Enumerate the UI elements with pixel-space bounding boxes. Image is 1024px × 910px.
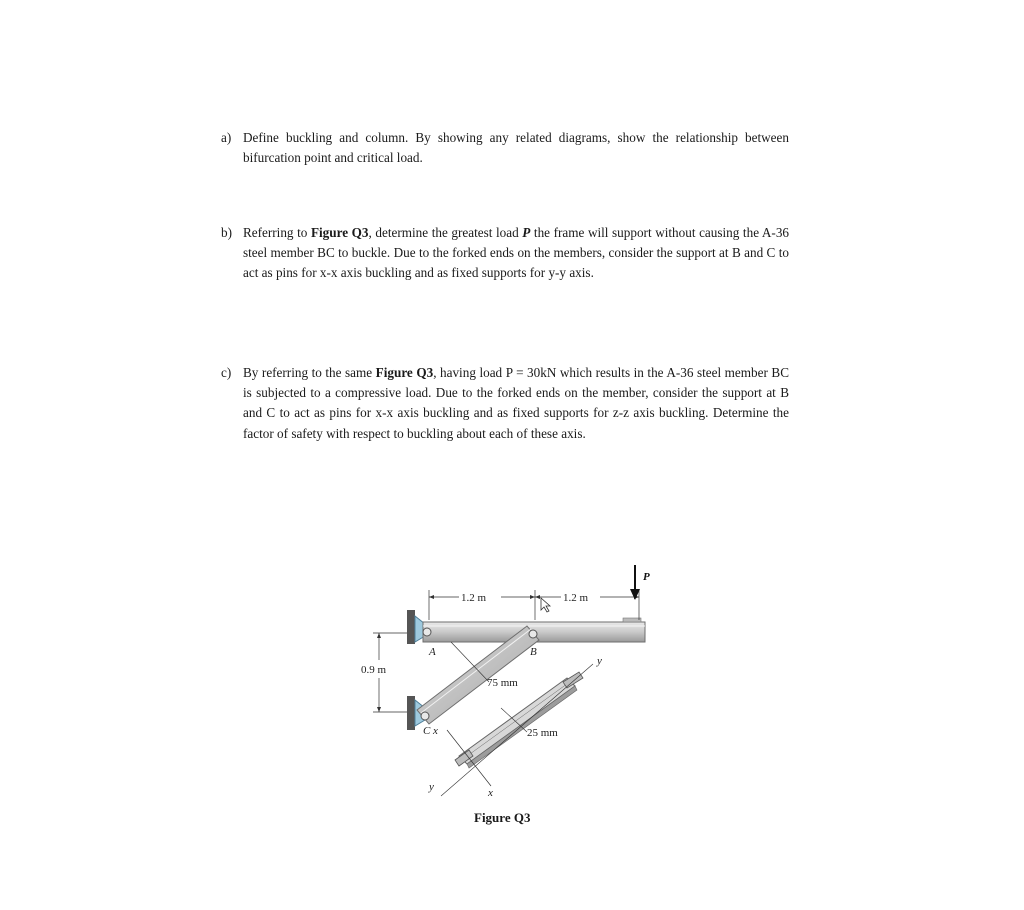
- question-c-text: [243, 363, 789, 444]
- cursor-icon: [541, 598, 550, 612]
- question-text-part: , determine the greatest load: [368, 225, 523, 240]
- point-c-label: C: [423, 725, 431, 737]
- question-text-part: Figure Q3: [310, 225, 369, 240]
- load-p-arrow: [630, 565, 640, 600]
- question-c-label: c): [221, 365, 232, 380]
- question-a: [221, 128, 789, 168]
- figure-caption: Figure Q3: [474, 810, 531, 825]
- question-text-part: Figure Q3: [375, 365, 434, 380]
- question-text-part: Referring to: [243, 225, 311, 240]
- axis-x-bottom-label: x: [488, 787, 493, 799]
- section-width-label: 75 mm: [487, 677, 518, 689]
- pin-a: [423, 628, 431, 636]
- wall-support-a: [407, 610, 425, 644]
- question-text-part: Define buckling and column. By showing any related diagrams, show the relationship between bifurcation point and critical load.: [243, 130, 789, 166]
- pin-c: [421, 712, 429, 720]
- dim-top-right-label: 1.2 m: [563, 592, 589, 604]
- question-text-part: , having load P = 30kN which results in the A-36 steel member BC is subjected to a compressive load. Due to the forked ends on the member, consider the support at B and C to act as pins for x-x axis buckling and as fixed supports for z-z axis buckling. Determine the factor of safety with respect to buckling about each of these axis.: [243, 365, 790, 441]
- dim-top-left-label: 1.2 m: [461, 592, 487, 604]
- section-thickness-label: 25 mm: [527, 727, 558, 739]
- load-p-label: P: [643, 571, 650, 583]
- question-c: [221, 363, 789, 444]
- axis-y-bottom-label: y: [429, 781, 434, 793]
- dim-height-label: 0.9 m: [361, 664, 387, 676]
- question-text-part: By referring to the same: [243, 365, 376, 380]
- pin-b: [529, 630, 537, 638]
- figure-q3-diagram: [355, 560, 655, 805]
- point-a-label: A: [429, 646, 436, 658]
- question-text-part: the frame will support without causing the A-36 steel member BC to buckle. Due to the forked ends on the members, consider the support at B and C to act as pins for x-x axis buckling and as fixed supports for y-y axis.: [243, 225, 790, 281]
- axis-x-near-c-label: x: [433, 725, 438, 737]
- question-text-part: P: [522, 225, 531, 240]
- question-a-text: [243, 128, 789, 168]
- point-b-label: B: [530, 646, 537, 658]
- question-b-label: b): [221, 225, 232, 240]
- question-b-text: [243, 223, 789, 284]
- question-b: [221, 223, 789, 284]
- question-a-label: a): [221, 130, 232, 145]
- axis-y-right-label: y: [597, 655, 602, 667]
